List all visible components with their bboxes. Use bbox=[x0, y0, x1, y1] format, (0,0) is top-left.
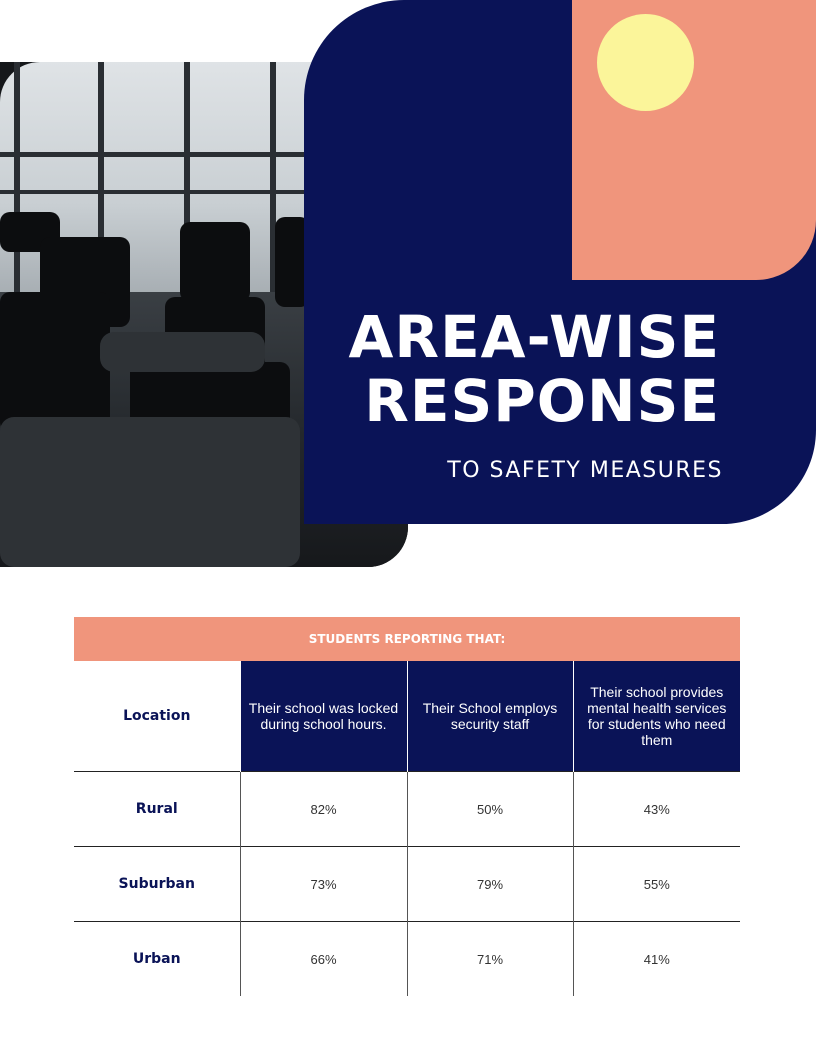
table-cell: 41% bbox=[573, 922, 740, 997]
window-frame bbox=[14, 62, 20, 297]
table-row bbox=[74, 922, 740, 997]
table-cell: 43% bbox=[573, 772, 740, 847]
table-header-row bbox=[74, 661, 740, 772]
desk bbox=[0, 417, 300, 567]
page-title bbox=[330, 305, 720, 433]
column-header-security: Their School employs security staff bbox=[407, 661, 573, 772]
table-cell: 79% bbox=[407, 847, 573, 922]
table-cell: 66% bbox=[240, 922, 407, 997]
table-row bbox=[74, 847, 740, 922]
table-cell: 55% bbox=[573, 847, 740, 922]
row-label: Rural bbox=[74, 772, 240, 847]
window-frame bbox=[0, 190, 320, 194]
row-label: Urban bbox=[74, 922, 240, 997]
table-cell: 73% bbox=[240, 847, 407, 922]
table-cell: 82% bbox=[240, 772, 407, 847]
column-header-mental-health: Their school provides mental health services for students who need them bbox=[573, 661, 740, 772]
chair bbox=[180, 222, 250, 302]
chair bbox=[0, 292, 110, 432]
page-subtitle: TO SAFETY MEASURES bbox=[447, 458, 723, 483]
response-table bbox=[74, 661, 740, 996]
table-cell: 71% bbox=[407, 922, 573, 997]
desk bbox=[100, 332, 265, 372]
window-frame bbox=[0, 152, 320, 157]
title-line-2: RESPONSE bbox=[364, 367, 720, 435]
table-cell: 50% bbox=[407, 772, 573, 847]
title-line-1: AREA-WISE bbox=[348, 303, 720, 371]
sun-circle bbox=[597, 14, 694, 111]
table-row bbox=[74, 772, 740, 847]
column-header-location: Location bbox=[74, 661, 240, 772]
table-band: STUDENTS REPORTING THAT: bbox=[74, 617, 740, 661]
row-label: Suburban bbox=[74, 847, 240, 922]
column-header-locked: Their school was locked during school hours. bbox=[240, 661, 407, 772]
